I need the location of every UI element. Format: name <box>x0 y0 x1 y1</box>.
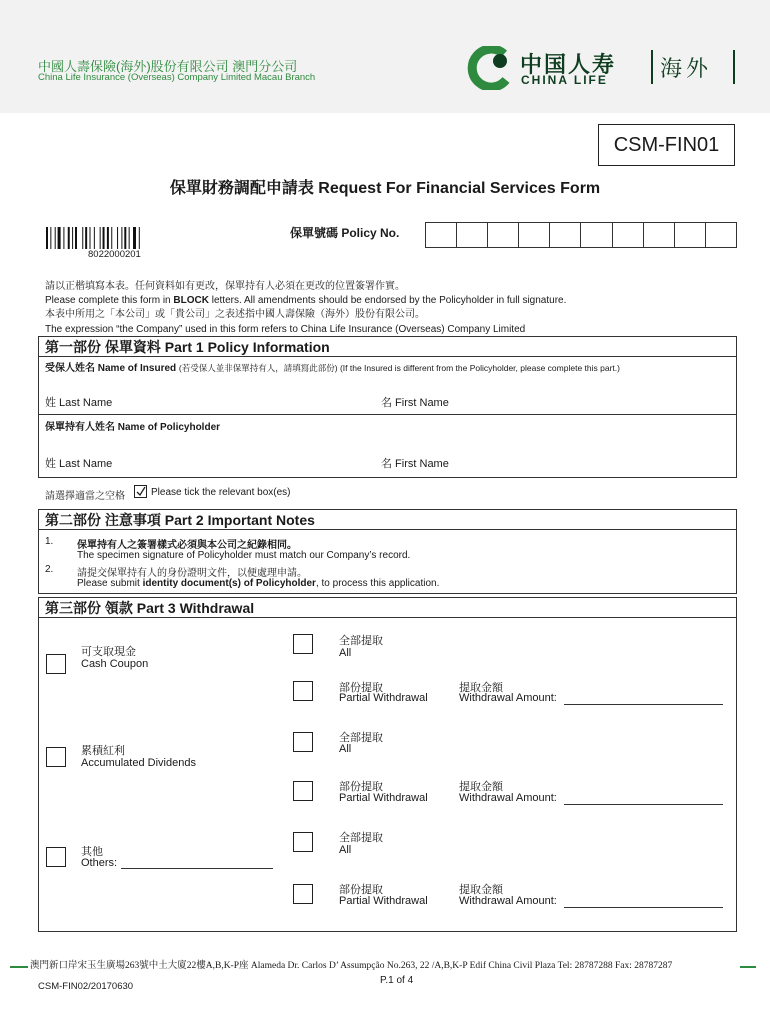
partial-label-zh: 部份提取 <box>339 781 383 793</box>
all-label-en: All <box>339 743 352 755</box>
withdrawal-amount-input[interactable] <box>564 907 723 908</box>
footer-accent-left <box>10 966 28 968</box>
part1-heading: 第一部份 保單資料 Part 1 Policy Information <box>38 336 737 356</box>
option-label-en: Accumulated Dividends <box>81 757 196 769</box>
partial-label-zh: 部份提取 <box>339 884 383 896</box>
others-checkbox[interactable] <box>46 847 66 867</box>
cash-coupon-checkbox[interactable] <box>46 654 66 674</box>
others-partial-checkbox[interactable] <box>293 884 313 904</box>
note-2-zh: 請提交保單持有人的身份證明文件，以便處理申請。 <box>77 568 307 579</box>
withdrawal-amount-input[interactable] <box>564 804 723 805</box>
partial-label-zh: 部份提取 <box>339 682 383 694</box>
barcode-image <box>46 227 192 249</box>
form-code-box: CSM-FIN01 <box>598 124 735 166</box>
insured-last-name-label: 姓 Last Name <box>45 397 113 409</box>
insured-first-name-label: 名 First Name <box>381 397 449 409</box>
all-label-en: All <box>339 647 352 659</box>
all-label-zh: 全部提取 <box>339 732 383 744</box>
option-label-en: Cash Coupon <box>81 658 149 670</box>
amount-label-en: Withdrawal Amount: <box>459 895 557 907</box>
option-label-zh: 可支取現金 <box>81 646 136 658</box>
china-life-logo-icon <box>464 46 516 90</box>
amount-label-zh: 提取金額 <box>459 884 503 896</box>
option-label-en: Others: <box>81 857 118 869</box>
partial-label-en: Partial Withdrawal <box>339 895 428 907</box>
note-2-number: 2. <box>45 564 54 575</box>
logo-divider <box>733 50 735 84</box>
amount-label-zh: 提取金額 <box>459 781 503 793</box>
note-2-en: Please submit identity document(s) of Policyholder, to process this application. <box>77 578 440 589</box>
policyholder-first-name-label: 名 First Name <box>381 458 449 470</box>
logo-text-en: CHINA LIFE <box>521 73 608 87</box>
logo-overseas-text: 海外 <box>660 56 713 81</box>
insured-name-label: 受保人姓名 Name of Insured (若受保人並非保單持有人，請填寫此部份) (If the Insured is different from the Policyholder, please complete this part.) <box>45 363 620 374</box>
policyholder-last-name-label: 姓 Last Name <box>45 458 113 470</box>
withdrawal-amount-input[interactable] <box>564 704 723 705</box>
others-all-checkbox[interactable] <box>293 832 313 852</box>
company-name-zh: 中國人壽保險(海外)股份有限公司 澳門分公司 <box>38 59 298 74</box>
instruction-en-2: The expression “the Company” used in this form refers to China Life Insurance (Overseas) Company Limited <box>45 324 526 335</box>
all-label-zh: 全部提取 <box>339 635 383 647</box>
dividends-checkbox[interactable] <box>46 747 66 767</box>
instruction-en-1: Please complete this form in BLOCK letters. All amendments should be endorsed by the Policyholder in full signature. <box>45 295 567 306</box>
footer-accent-right <box>740 966 756 968</box>
cash-coupon-all-checkbox[interactable] <box>293 634 313 654</box>
page-number: P.1 of 4 <box>380 975 414 986</box>
barcode-number: 8022000201 <box>88 249 141 260</box>
checkbox-checked-icon <box>134 485 147 498</box>
all-label-en: All <box>339 844 352 856</box>
footer-form-code: CSM-FIN02/20170630 <box>38 981 134 992</box>
note-1-zh: 保單持有人之簽署樣式必須與本公司之紀錄相同。 <box>77 540 297 551</box>
note-1-en: The specimen signature of Policyholder must match our Company’s record. <box>77 550 411 561</box>
instruction-zh-2: 本表中所用之「本公司」或「貴公司」之表述指中國人壽保險（海外）股份有限公司。 <box>45 309 425 320</box>
amount-label-en: Withdrawal Amount: <box>459 692 557 704</box>
row-divider <box>39 414 736 415</box>
others-input[interactable] <box>121 868 273 869</box>
note-1-number: 1. <box>45 536 54 547</box>
part3-heading: 第三部份 領款 Part 3 Withdrawal <box>38 597 737 617</box>
cash-coupon-partial-checkbox[interactable] <box>293 681 313 701</box>
partial-label-en: Partial Withdrawal <box>339 792 428 804</box>
amount-label-zh: 提取金額 <box>459 682 503 694</box>
option-label-zh: 其他 <box>81 846 103 858</box>
company-name-en: China Life Insurance (Overseas) Company Limited Macau Branch <box>38 72 316 83</box>
policy-no-label: 保單號碼 Policy No. <box>290 226 400 240</box>
policy-no-input[interactable] <box>425 222 737 248</box>
tick-note-en: Please tick the relevant box(es) <box>151 487 291 498</box>
dividends-partial-checkbox[interactable] <box>293 781 313 801</box>
amount-label-en: Withdrawal Amount: <box>459 792 557 804</box>
footer-address: 澳門新口岸宋玉生廣場263號中土大廈22樓A,B,K-P座 Alameda Dr. Carlos D’ Assumpção No.263, 22 /A,B,K-P Edif China Civil Plaza Tel: 28787288 Fax: 28787287 <box>30 961 673 971</box>
logo-divider <box>651 50 653 84</box>
instruction-zh-1: 請以正楷填寫本表。任何資料如有更改，保單持有人必須在更改的位置簽署作實。 <box>45 281 405 292</box>
logo-text-zh: 中国人寿 <box>520 52 617 77</box>
dividends-all-checkbox[interactable] <box>293 732 313 752</box>
partial-label-en: Partial Withdrawal <box>339 692 428 704</box>
all-label-zh: 全部提取 <box>339 832 383 844</box>
option-label-zh: 累積紅利 <box>81 745 125 757</box>
part2-heading: 第二部份 注意事項 Part 2 Important Notes <box>38 509 737 529</box>
tick-note-zh: 請選擇適當之空格 <box>45 491 125 502</box>
form-title: 保單財務調配申請表 Request For Financial Services Form <box>169 180 601 197</box>
policyholder-name-label: 保單持有人姓名 Name of Policyholder <box>45 422 221 433</box>
